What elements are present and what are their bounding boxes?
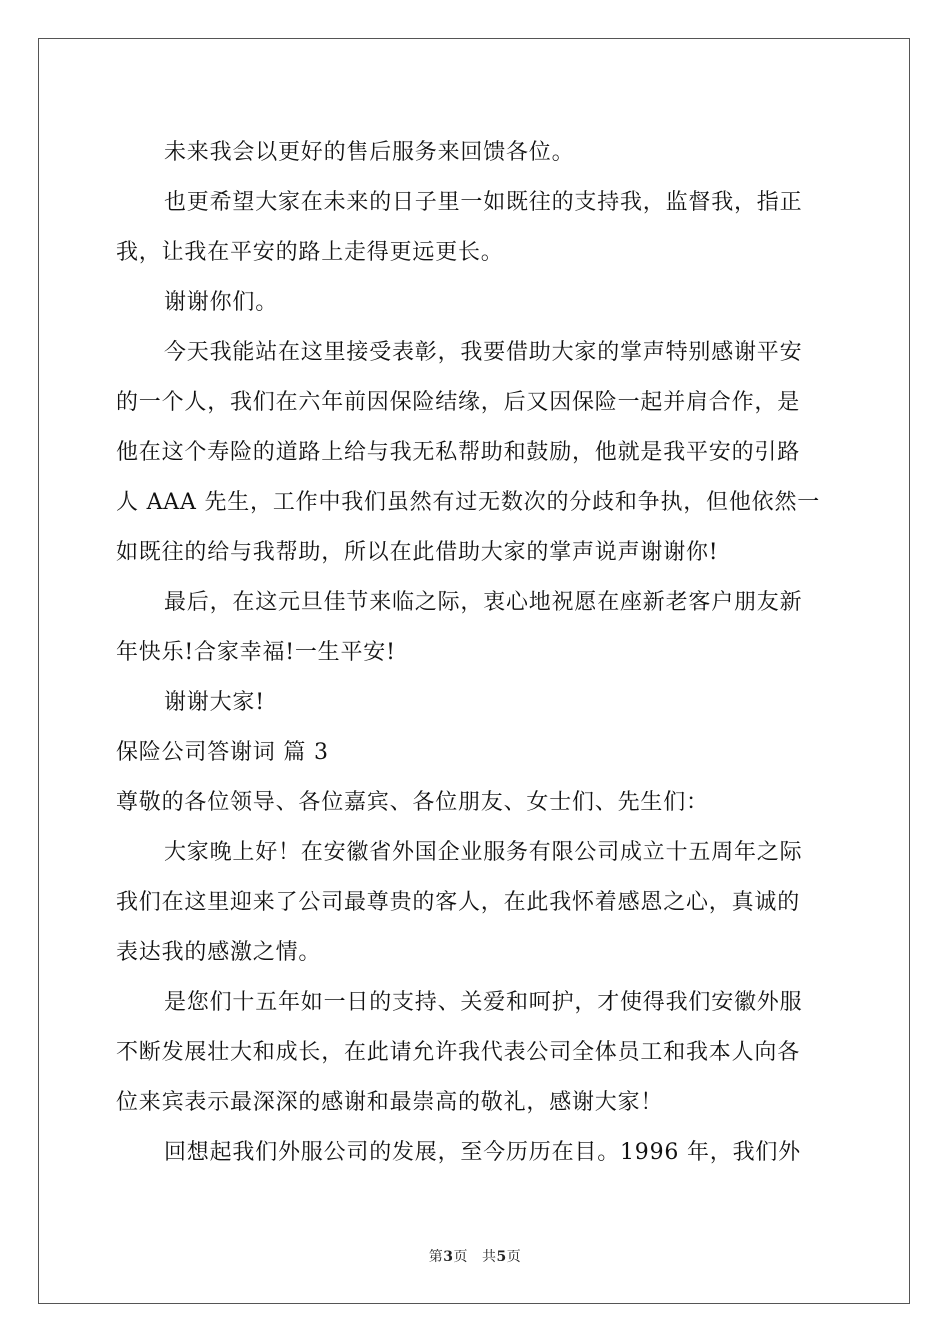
paragraph bbox=[116, 678, 832, 728]
text-line: 年快乐!合家幸福!一生平安! bbox=[116, 640, 396, 665]
text-line: 回想起我们外服公司的发展，至今历历在目。1996 年，我们外 bbox=[164, 1140, 801, 1165]
text-line: 今天我能站在这里接受表彰，我要借助大家的掌声特别感谢平安 bbox=[164, 340, 803, 365]
text-line: 不断发展壮大和成长，在此请允许我代表公司全体员工和我本人向各 bbox=[116, 1040, 801, 1065]
footer-total-prefix: 共 bbox=[482, 1249, 497, 1265]
footer-page-current: 3 bbox=[443, 1249, 454, 1265]
text-line: 是您们十五年如一日的支持、关爱和呵护，才使得我们安徽外服 bbox=[164, 990, 803, 1015]
footer-page-total: 5 bbox=[496, 1249, 507, 1265]
paragraph bbox=[116, 578, 832, 678]
text-line: 他在这个寿险的道路上给与我无私帮助和鼓励，他就是我平安的引路 bbox=[116, 440, 801, 465]
text-line: 未来我会以更好的售后服务来回馈各位。 bbox=[164, 140, 575, 165]
paragraph bbox=[116, 178, 832, 278]
text-line: 尊敬的各位领导、各位嘉宾、各位朋友、女士们、先生们： bbox=[116, 790, 709, 815]
text-line: 大家晚上好！在安徽省外国企业服务有限公司成立十五周年之际 bbox=[164, 840, 803, 865]
footer-page-unit: 页 bbox=[453, 1249, 468, 1265]
text-line: 的一个人，我们在六年前因保险结缘，后又因保险一起并肩合作，是 bbox=[116, 390, 801, 415]
text-line: 谢谢你们。 bbox=[164, 290, 279, 315]
footer-page-prefix: 第 bbox=[428, 1249, 444, 1265]
text-line: 谢谢大家! bbox=[164, 690, 265, 715]
text-line: 最后，在这元旦佳节来临之际，衷心地祝愿在座新老客户朋友新 bbox=[164, 590, 803, 615]
footer-total-unit: 页 bbox=[506, 1249, 522, 1265]
text-line: 也更希望大家在未来的日子里一如既往的支持我，监督我，指正 bbox=[164, 190, 803, 215]
text-line: 如既往的给与我帮助，所以在此借助大家的掌声说声谢谢你! bbox=[116, 540, 719, 565]
text-line: 我，让我在平安的路上走得更远更长。 bbox=[116, 240, 504, 265]
paragraph bbox=[116, 278, 832, 328]
text-line: 表达我的感激之情。 bbox=[116, 940, 322, 965]
paragraph bbox=[116, 1128, 832, 1178]
paragraph bbox=[116, 778, 832, 828]
document-body bbox=[116, 128, 832, 1178]
page-footer bbox=[0, 1246, 950, 1266]
paragraph bbox=[116, 128, 832, 178]
text-line: 保险公司答谢词 篇 3 bbox=[116, 740, 329, 765]
text-line: 位来宾表示最深深的感谢和最崇高的敬礼，感谢大家！ bbox=[116, 1090, 664, 1115]
paragraph bbox=[116, 728, 832, 778]
paragraph bbox=[116, 978, 832, 1128]
text-line: 我们在这里迎来了公司最尊贵的客人，在此我怀着感恩之心，真诚的 bbox=[116, 890, 801, 915]
paragraph bbox=[116, 328, 832, 578]
paragraph bbox=[116, 828, 832, 978]
text-line: 人 AAA 先生，工作中我们虽然有过无数次的分歧和争执，但他依然一 bbox=[116, 490, 821, 515]
